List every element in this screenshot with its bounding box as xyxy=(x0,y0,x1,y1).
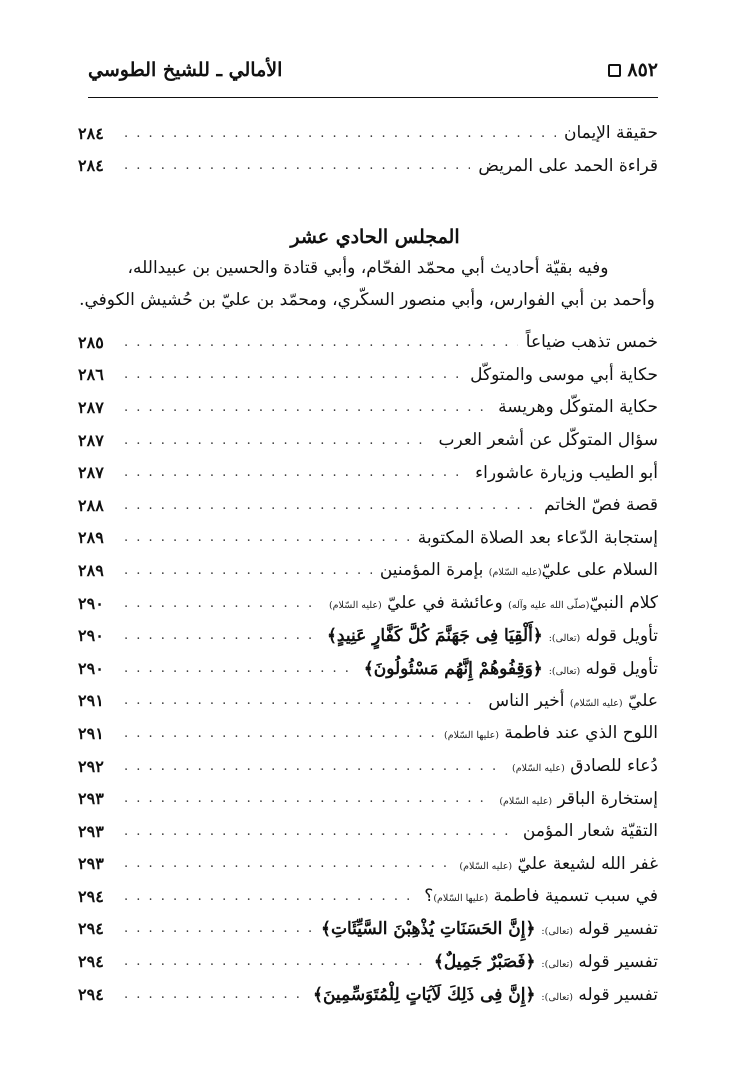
toc-entry-page: ٢٩٤ xyxy=(78,886,104,906)
toc-entry-page: ٢٨٨ xyxy=(78,495,104,515)
toc-entry-page: ٢٩٣ xyxy=(78,821,104,841)
toc-entry-page: ٢٨٤ xyxy=(78,123,104,143)
toc-entry-title-text: دُعاء للصادق xyxy=(564,756,658,777)
toc-entry-page: ٢٩٠ xyxy=(78,593,104,613)
toc-entry-title xyxy=(329,593,658,613)
toc-entry-title-text: السلام على عليّ xyxy=(541,560,658,581)
toc-entry-title-text: تفسير قوله xyxy=(572,919,658,940)
toc-entry-title-text: تأويل قوله xyxy=(580,626,658,647)
toc-entry-title xyxy=(470,365,658,385)
toc-entry-title-text: اللوح الذي عند فاطمة xyxy=(498,723,658,744)
toc-entry-title xyxy=(512,756,658,776)
toc-entry-title: حقيقة الإيمان xyxy=(564,123,658,144)
toc-entry-page: ٢٨٥ xyxy=(78,332,104,352)
toc-entry xyxy=(78,685,658,718)
honorific-note: (تعالى): xyxy=(548,633,581,645)
toc-entry-page: ٢٨٦ xyxy=(78,365,104,385)
toc-entry-page: ٢٨٩ xyxy=(78,528,104,548)
toc-entry-title: قراءة الحمد على المريض xyxy=(478,155,658,176)
page-number-group xyxy=(608,59,658,81)
honorific-note: (تعالى): xyxy=(541,959,573,971)
toc-entry-title-text: حكاية أبي موسى والمتوكّل xyxy=(470,364,658,385)
quran-verse: ﴿إِنَّ فِى ذَلِكَ لَآيَاتٍ لِلْمُتَوَسِّمِينَ﴾ xyxy=(313,984,542,1005)
quran-verse: ﴿فَصَبْرٌ جَمِيلٌ﴾ xyxy=(433,952,542,973)
toc-leader-dots xyxy=(124,759,504,774)
toc-leader-dots xyxy=(124,791,491,806)
page-number: ٨٥٢ xyxy=(627,59,658,81)
toc-entry-title-text: تأويل قوله xyxy=(580,658,658,679)
toc-entry xyxy=(78,391,658,424)
toc-leader-dots xyxy=(124,921,313,936)
toc-entry-page: ٢٩٠ xyxy=(78,658,104,678)
toc-leader-dots xyxy=(124,433,431,448)
toc-leader-dots xyxy=(124,954,426,969)
toc-leader-dots xyxy=(124,856,451,871)
honorific-note: (عليها السّلام) xyxy=(433,893,489,905)
toc-entry xyxy=(78,554,658,587)
toc-entry xyxy=(78,782,658,815)
honorific-note: (عليه السّلام) xyxy=(512,763,565,775)
toc-leader-dots xyxy=(124,400,490,415)
toc-entry-page: ٢٩٢ xyxy=(78,756,104,776)
toc-entry-title xyxy=(475,463,658,483)
toc-leader-dots xyxy=(124,530,410,545)
toc-entry-title-text: تفسير قوله xyxy=(572,984,658,1005)
toc-entry-title xyxy=(526,332,658,352)
toc-entry xyxy=(78,359,658,392)
toc-leader-dots xyxy=(124,335,518,350)
toc-entry-title-text: سؤال المتوكّل عن أشعر العرب xyxy=(438,430,658,451)
section-intro-line: وفيه بقيّة أحاديث أبي محمّد الفحّام، وأبي قتادة والحسين بن عبيدالله، xyxy=(127,258,609,278)
toc-leader-dots xyxy=(124,661,356,676)
toc-entry-title-text: كلام النبيّ xyxy=(589,593,658,614)
toc-entry-title xyxy=(444,723,658,743)
toc-entry-page: ٢٩٤ xyxy=(78,952,104,972)
toc-entry xyxy=(78,522,658,555)
toc-entry-title-text: عليّ xyxy=(622,690,658,711)
toc-leader-dots xyxy=(124,824,515,839)
toc-entry-title xyxy=(380,560,658,580)
toc-leader-dots xyxy=(124,726,436,741)
book-title: الأمالي ـ للشيخ الطوسي xyxy=(88,59,283,81)
toc-leader-dots xyxy=(124,367,462,382)
toc-entry xyxy=(78,717,658,750)
toc-entry-page: ٢٩٤ xyxy=(78,984,104,1004)
toc-entry xyxy=(78,978,658,1011)
toc-entry-title xyxy=(364,658,658,679)
toc-entry-title-text: تفسير قوله xyxy=(572,952,658,973)
toc-entry xyxy=(78,945,658,978)
quran-verse: ﴿أَلْقِيَا فِى جَهَنَّمَ كُلَّ كَفَّارٍ عَنِيدٍ﴾ xyxy=(326,626,549,647)
toc-entry-title-text: في سبب تسمية فاطمة xyxy=(488,886,658,907)
toc-entry-page: ٢٨٤ xyxy=(78,156,104,176)
honorific-note: (عليه السّلام) xyxy=(328,600,382,612)
toc-entry-title xyxy=(498,397,658,417)
honorific-note: (صلّى الله عليه وآله) xyxy=(508,600,590,612)
toc-leader-dots xyxy=(124,889,416,904)
honorific-note: (عليه السّلام) xyxy=(499,795,553,807)
toc-entry-page: ٢٩١ xyxy=(78,691,104,711)
toc-entry-title-text: قصة فصّ الخاتم xyxy=(544,495,658,516)
toc-entry-title xyxy=(321,918,658,939)
honorific-note: (عليه السّلام) xyxy=(488,567,542,579)
toc-entry xyxy=(78,117,658,150)
toc-entry-title-text: ؟ xyxy=(424,886,434,907)
toc-leader-dots xyxy=(124,596,321,611)
toc-leader-dots xyxy=(124,693,480,708)
toc-entry-page: ٢٨٩ xyxy=(78,560,104,580)
toc-entry-page: ٢٨٧ xyxy=(78,463,104,483)
toc-leader-dots xyxy=(124,628,319,643)
toc-entry xyxy=(78,456,658,489)
toc-leader-dots xyxy=(124,498,536,513)
toc-entry xyxy=(78,750,658,783)
toc-entry-title xyxy=(499,789,658,809)
header-divider xyxy=(88,97,658,98)
square-icon xyxy=(608,64,621,77)
toc-entry-title xyxy=(523,821,658,841)
honorific-note: (عليه السّلام) xyxy=(569,697,623,709)
toc-entry-title xyxy=(544,495,658,515)
toc-entry-page: ٢٩١ xyxy=(78,723,104,743)
toc-entry-title-text: إستجابة الدّعاء بعد الصلاة المكتوبة xyxy=(417,527,658,548)
toc-leader-dots xyxy=(124,563,372,578)
toc-entry-title-text: خمس تذهب ضياعاً xyxy=(525,332,658,353)
toc-entry-title-text: التقيّة شعار المؤمن xyxy=(522,821,658,842)
toc-entry xyxy=(78,913,658,946)
toc-entry-title xyxy=(488,691,658,711)
toc-leader-dots xyxy=(124,465,467,480)
toc-entry-title-text: بإمرة المؤمنين xyxy=(379,560,489,581)
toc-entry xyxy=(78,652,658,685)
toc-entry-title-text: حكاية المتوكّل وهريسة xyxy=(498,397,658,418)
honorific-note: (تعالى): xyxy=(548,665,581,677)
toc-entry-title-text: أبو الطيب وزيارة عاشوراء xyxy=(475,462,658,483)
toc-leader-dots xyxy=(124,126,556,141)
section-intro-line: وأحمد بن أبي الفوارس، وأبي منصور السكّري، ومحمّد بن عليّ بن حُشيش الكوفي. xyxy=(79,290,655,310)
toc-leader-dots xyxy=(124,158,470,173)
toc-entry xyxy=(78,880,658,913)
toc-entry xyxy=(78,424,658,457)
toc-leader-dots xyxy=(124,987,305,1002)
toc-entry-page: ٢٩٤ xyxy=(78,919,104,939)
toc-entry-page: ٢٩٣ xyxy=(78,789,104,809)
toc-entry-page: ٢٩٣ xyxy=(78,854,104,874)
toc-entry xyxy=(78,150,658,183)
toc-entry-title-text: إستخارة الباقر xyxy=(552,788,658,809)
toc-entry xyxy=(78,619,658,652)
toc-entry-page: ٢٨٧ xyxy=(78,397,104,417)
toc-entry xyxy=(78,489,658,522)
toc-entry xyxy=(78,587,658,620)
toc-entry-title xyxy=(418,528,658,548)
toc-entry xyxy=(78,326,658,359)
toc-entry-title xyxy=(313,984,658,1005)
toc-entry-page: ٢٨٧ xyxy=(78,430,104,450)
page-header xyxy=(88,52,658,88)
quran-verse: ﴿إِنَّ الحَسَنَاتِ يُذْهِبْنَ السَّيِّئَاتِ﴾ xyxy=(321,919,542,940)
toc-entry-title-text: وعائشة في عليّ xyxy=(381,593,509,614)
toc-entry-title xyxy=(459,854,658,874)
honorific-note: (عليه السّلام) xyxy=(459,860,513,872)
toc-top-group xyxy=(78,117,658,182)
toc-entry-title xyxy=(327,625,658,646)
toc-entry-title xyxy=(439,430,658,450)
toc-entry-title xyxy=(424,886,658,906)
toc-entry xyxy=(78,848,658,881)
toc-main-list xyxy=(78,326,658,1010)
toc-entry-title-text: غفر الله لشيعة عليّ xyxy=(512,853,658,874)
toc-entry-title-text: أخير الناس xyxy=(488,690,570,711)
honorific-note: (تعالى): xyxy=(541,991,573,1003)
toc-entry-page: ٢٩٠ xyxy=(78,626,104,646)
section-title: المجلس الحادي عشر xyxy=(290,226,460,248)
honorific-note: (تعالى): xyxy=(541,926,573,938)
quran-verse: ﴿وَقِفُوهُمْ إِنَّهُم مَسْئُولُونَ﴾ xyxy=(363,658,549,679)
honorific-note: (عليها السّلام) xyxy=(444,730,499,742)
toc-entry xyxy=(78,815,658,848)
toc-entry-title xyxy=(434,951,658,972)
